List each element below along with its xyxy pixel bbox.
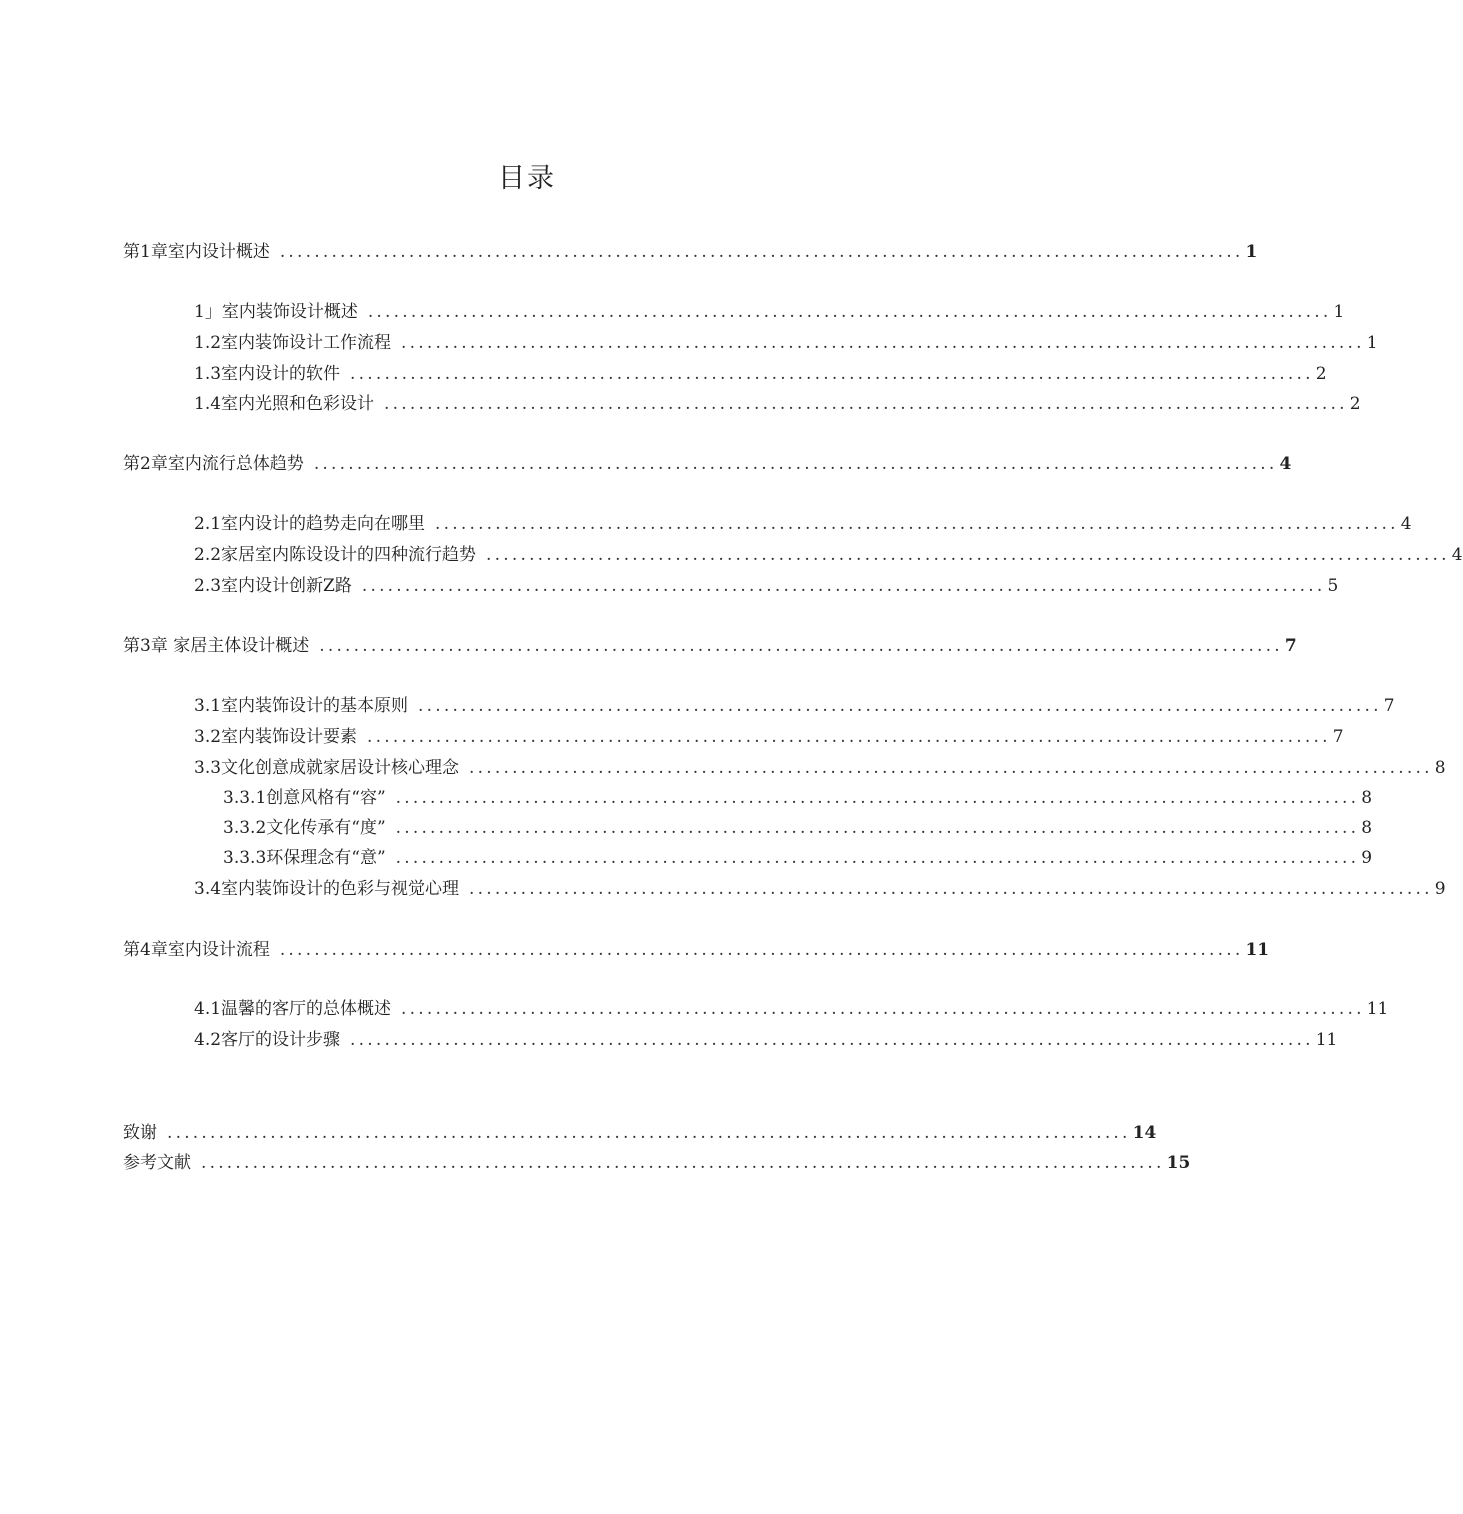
toc-page-number: 8 — [1361, 818, 1373, 838]
toc-label: 3.1室内装饰设计的基本原则 — [194, 696, 409, 716]
toc-entry-section-4-1[interactable] — [194, 998, 1389, 1020]
toc-label: 第4章室内设计流程 — [123, 940, 270, 960]
toc-label: 3.4室内装饰设计的色彩与视觉心理 — [194, 879, 460, 899]
toc-entry-chapter-2[interactable] — [123, 453, 1292, 475]
toc-page-number: 4 — [1279, 454, 1292, 474]
toc-leader: ................................................................................................................ — [395, 848, 1360, 868]
toc-leader: ................................................................................................................ — [350, 1030, 1314, 1050]
toc-entry-section-3-3-2[interactable] — [223, 817, 1373, 839]
toc-leader: ................................................................................................................ — [469, 879, 1433, 899]
toc-page-number: 1 — [1245, 242, 1258, 262]
toc-entry-chapter-1[interactable] — [123, 241, 1258, 263]
toc-page-number: 11 — [1245, 940, 1270, 960]
toc-label: 参考文献 — [123, 1153, 191, 1173]
toc-leader: ................................................................................................................ — [167, 1123, 1131, 1143]
toc-page-number: 8 — [1361, 788, 1373, 808]
toc-leader: ................................................................................................................ — [367, 302, 1332, 322]
toc-label: 4.2客厅的设计步骤 — [194, 1030, 341, 1050]
toc-entry-section-2-1[interactable] — [194, 513, 1412, 535]
toc-entry-section-1-4[interactable] — [194, 393, 1361, 415]
toc-label: 3.3.2文化传承有“度” — [223, 818, 386, 838]
toc-entry-section-2-3[interactable] — [194, 575, 1339, 597]
toc-leader: ................................................................................................................ — [469, 758, 1433, 778]
toc-page-number: 2 — [1315, 364, 1327, 384]
toc-entry-acknowledgements[interactable] — [123, 1122, 1157, 1144]
toc-page-number: 9 — [1361, 848, 1373, 868]
toc-label: 第3章 家居主体设计概述 — [123, 636, 310, 656]
toc-label: 3.3.1创意风格有“容” — [223, 788, 386, 808]
toc-page-number: 11 — [1366, 999, 1389, 1019]
toc-page-number: 9 — [1434, 879, 1446, 899]
toc-label: 3.2室内装饰设计要素 — [194, 727, 358, 747]
toc-entry-section-1-3[interactable] — [194, 363, 1327, 385]
toc-label: 2.3室内设计创新Z路 — [194, 576, 352, 596]
toc-label: 1」室内装饰设计概述 — [194, 302, 358, 322]
toc-page-number: 4 — [1451, 545, 1463, 565]
toc-label: 2.1室内设计的趋势走向在哪里 — [194, 514, 426, 534]
toc-page-number: 7 — [1332, 727, 1344, 747]
toc-leader: ................................................................................................................ — [313, 454, 1278, 474]
toc-entry-section-3-2[interactable] — [194, 726, 1344, 748]
toc-leader: ................................................................................................................ — [486, 545, 1450, 565]
toc-entry-section-3-4[interactable] — [194, 878, 1446, 900]
toc-entry-section-3-1[interactable] — [194, 695, 1395, 717]
toc-page-number: 7 — [1284, 636, 1297, 656]
toc-entry-section-1-1[interactable] — [194, 301, 1345, 323]
toc-leader: ................................................................................................................ — [201, 1153, 1165, 1173]
toc-page-number: 5 — [1327, 576, 1339, 596]
toc-leader: ................................................................................................................ — [319, 636, 1283, 656]
toc-page-number: 8 — [1434, 758, 1446, 778]
toc-page-number: 1 — [1366, 333, 1378, 353]
page-title: 目录 — [498, 163, 556, 194]
toc-leader: ................................................................................................................ — [279, 242, 1244, 262]
toc-page-number: 4 — [1400, 514, 1412, 534]
toc-leader: ................................................................................................................ — [435, 514, 1399, 534]
toc-label: 2.2家居室内陈设设计的四种流行趋势 — [194, 545, 477, 565]
toc-entry-section-3-3[interactable] — [194, 757, 1446, 779]
toc-page-number: 15 — [1166, 1153, 1191, 1173]
toc-leader: ................................................................................................................ — [401, 999, 1365, 1019]
toc-label: 1.3室内设计的软件 — [194, 364, 341, 384]
toc-leader: ................................................................................................................ — [395, 818, 1360, 838]
toc-label: 致谢 — [123, 1123, 157, 1143]
toc-entry-chapter-4[interactable] — [123, 939, 1270, 961]
toc-page-number: 14 — [1132, 1123, 1157, 1143]
toc-label: 4.1温馨的客厅的总体概述 — [194, 999, 392, 1019]
toc-label: 第1章室内设计概述 — [123, 242, 270, 262]
toc-label: 1.4室内光照和色彩设计 — [194, 394, 375, 414]
toc-leader: ................................................................................................................ — [361, 576, 1326, 596]
toc-label: 1.2室内装饰设计工作流程 — [194, 333, 392, 353]
toc-entry-section-3-3-3[interactable] — [223, 847, 1373, 869]
toc-page-number: 11 — [1315, 1030, 1338, 1050]
toc-label: 3.3文化创意成就家居设计核心理念 — [194, 758, 460, 778]
toc-entry-references[interactable] — [123, 1152, 1191, 1174]
toc-entry-chapter-3[interactable] — [123, 635, 1297, 657]
toc-page-number: 2 — [1349, 394, 1361, 414]
toc-page-number: 7 — [1383, 696, 1395, 716]
toc-leader: ................................................................................................................ — [279, 940, 1244, 960]
toc-entry-section-2-2[interactable] — [194, 544, 1463, 566]
toc-leader: ................................................................................................................ — [395, 788, 1360, 808]
toc-leader: ................................................................................................................ — [350, 364, 1314, 384]
toc-leader: ................................................................................................................ — [418, 696, 1382, 716]
toc-leader: ................................................................................................................ — [384, 394, 1348, 414]
toc-leader: ................................................................................................................ — [401, 333, 1365, 353]
toc-entry-section-4-2[interactable] — [194, 1029, 1338, 1051]
toc-label: 第2章室内流行总体趋势 — [123, 454, 304, 474]
toc-label: 3.3.3环保理念有“意” — [223, 848, 386, 868]
toc-entry-section-1-2[interactable] — [194, 332, 1378, 354]
toc-entry-section-3-3-1[interactable] — [223, 787, 1373, 809]
toc-leader: ................................................................................................................ — [367, 727, 1331, 747]
toc-page-number: 1 — [1333, 302, 1345, 322]
